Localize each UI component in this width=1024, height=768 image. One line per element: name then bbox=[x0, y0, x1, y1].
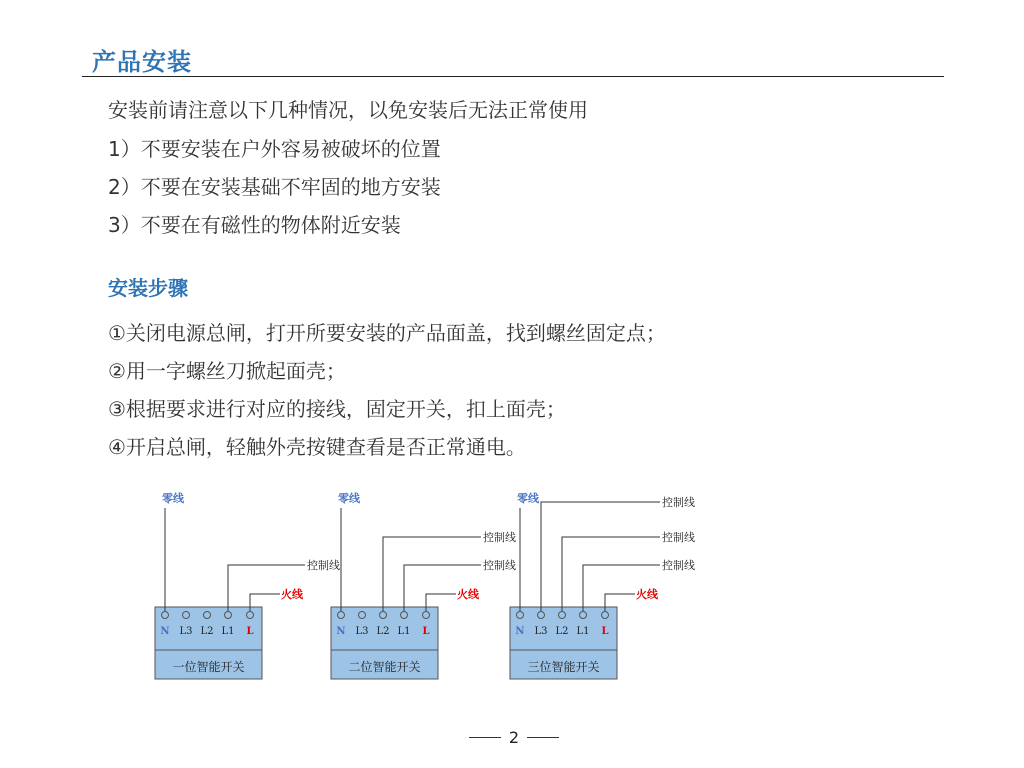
control-label: 控制线 bbox=[662, 496, 695, 509]
live-label: 火线 bbox=[636, 588, 658, 601]
switch-name: 三位智能开关 bbox=[527, 660, 600, 674]
note-item: 3）不要在有磁性的物体附近安装 bbox=[108, 213, 401, 237]
step-item: ④开启总闸，轻触外壳按键查看是否正常通电。 bbox=[108, 435, 526, 459]
switch-unit bbox=[155, 607, 262, 679]
terminal-label: N bbox=[160, 626, 170, 637]
page-number-dash-left bbox=[469, 737, 501, 738]
page-number-dash-right bbox=[527, 737, 559, 738]
terminal-label: L1 bbox=[221, 626, 235, 637]
switch-unit bbox=[510, 607, 617, 679]
note-item: 1）不要安装在户外容易被破坏的位置 bbox=[108, 137, 441, 161]
page-number bbox=[466, 728, 562, 747]
live-label: 火线 bbox=[457, 588, 479, 601]
switch-name: 一位智能开关 bbox=[172, 660, 245, 674]
terminal-label: L2 bbox=[555, 626, 569, 637]
page-number-text: 2 bbox=[508, 728, 520, 747]
section-title: 产品安装 bbox=[92, 48, 192, 76]
terminal-label: N bbox=[515, 626, 525, 637]
steps-title: 安装步骤 bbox=[108, 276, 188, 300]
control-label: 控制线 bbox=[662, 559, 695, 572]
terminal-label: L3 bbox=[355, 626, 369, 637]
control-label: 控制线 bbox=[483, 559, 516, 572]
switch-name: 二位智能开关 bbox=[348, 660, 421, 674]
control-label: 控制线 bbox=[307, 559, 340, 572]
terminal-label: L1 bbox=[397, 626, 411, 637]
wiring-diagram bbox=[140, 478, 700, 688]
step-item: ②用一字螺丝刀掀起面壳； bbox=[108, 359, 346, 383]
terminal-label: L2 bbox=[376, 626, 390, 637]
control-label: 控制线 bbox=[662, 531, 695, 544]
terminal-label: L2 bbox=[200, 626, 214, 637]
switch-unit bbox=[331, 607, 438, 679]
step-item: ③根据要求进行对应的接线，固定开关，扣上面壳； bbox=[108, 397, 566, 421]
neutral-label: 零线 bbox=[338, 492, 360, 505]
terminal-label: L bbox=[246, 626, 254, 637]
control-label: 控制线 bbox=[483, 531, 516, 544]
note-item: 2）不要在安装基础不牢固的地方安装 bbox=[108, 175, 441, 199]
terminal-label: L bbox=[422, 626, 430, 637]
title-divider bbox=[82, 76, 944, 77]
notes-intro: 安装前请注意以下几种情况，以免安装后无法正常使用 bbox=[108, 98, 588, 122]
step-item: ①关闭电源总闸，打开所要安装的产品面盖，找到螺丝固定点； bbox=[108, 321, 666, 345]
terminal-label: L bbox=[601, 626, 609, 637]
terminal-label: L1 bbox=[576, 626, 590, 637]
terminal-label: L3 bbox=[534, 626, 548, 637]
live-label: 火线 bbox=[281, 588, 303, 601]
neutral-label: 零线 bbox=[162, 492, 184, 505]
terminal-label: N bbox=[336, 626, 346, 637]
neutral-label: 零线 bbox=[517, 492, 539, 505]
terminal-label: L3 bbox=[179, 626, 193, 637]
